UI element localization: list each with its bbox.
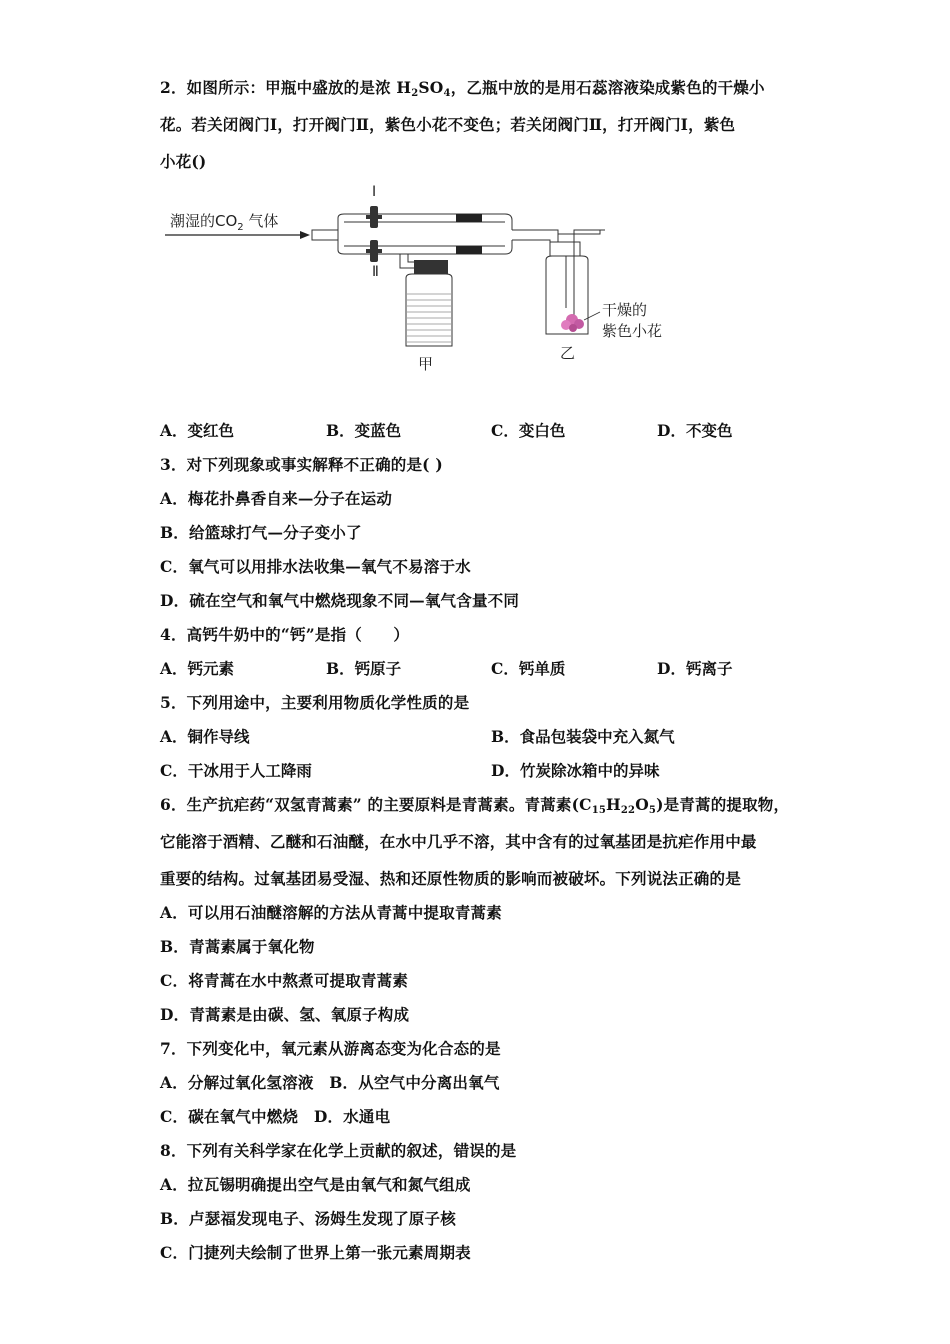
q6-stem-line1: 6．生产抗疟药“双氢青蒿素” 的主要原料是青蒿素。青蒿素$(C_{15}H_{22}O_5)$是青蒿的提取物， <box>160 795 790 816</box>
q8-stem: 8．下列有关科学家在化学上贡献的叙述，错误的是 <box>160 1141 517 1160</box>
q8-option-a: A．拉瓦锡明确提出空气是由氧气和氮气组成 <box>160 1175 471 1194</box>
q4-option-b: B．钙原子 <box>326 659 402 678</box>
arrow-head <box>300 231 310 239</box>
q2-option-c: C．变白色 <box>491 421 566 440</box>
q2-option-b: B．变蓝色 <box>326 421 402 440</box>
valve-1-label: Ⅰ <box>372 184 377 200</box>
valve-2-label: Ⅱ <box>372 264 379 280</box>
q5-option-d: D．竹炭除冰箱中的异味 <box>491 761 660 780</box>
q3-option-a: A．梅花扑鼻香自来—分子在运动 <box>160 489 393 508</box>
connector-lower <box>456 246 482 254</box>
q5-stem: 5．下列用途中，主要利用物质化学性质的是 <box>160 693 470 712</box>
q6-option-b: B．青蒿素属于氧化物 <box>160 937 315 956</box>
q3-option-d: D．硫在空气和氧气中燃烧现象不同—氧气含量不同 <box>160 591 520 610</box>
q7-options-cd: C．碳在氧气中燃烧 D．水通电 <box>160 1107 391 1126</box>
apparatus-diagram <box>160 178 680 378</box>
q2-stem-line1: 2．如图所示：甲瓶中盛放的是浓 $H_2SO_4$，乙瓶中放的是用石蕊溶液染成紫色的干燥小 <box>160 78 765 99</box>
q2-option-d: D．不变色 <box>657 421 733 440</box>
q4-option-c: C．钙单质 <box>491 659 566 678</box>
q7-stem: 7．下列变化中，氧元素从游离态变为化合态的是 <box>160 1039 501 1058</box>
gas-label: 潮湿的$CO_2$ 气体 <box>170 212 279 233</box>
q2-option-a: A．变红色 <box>160 421 235 440</box>
connector-upper <box>456 214 482 222</box>
q5-option-b: B．食品包装袋中充入氮气 <box>491 727 675 746</box>
bottle-yi-label: 乙 <box>560 344 576 362</box>
q6-option-a: A．可以用石油醚溶解的方法从青蒿中提取青蒿素 <box>160 903 502 922</box>
flower-label-1: 干燥的 <box>602 301 648 319</box>
q5-option-a: A．铜作导线 <box>160 727 250 746</box>
q3-stem: 3．对下列现象或事实解释不正确的是( ) <box>160 455 443 474</box>
stopper-yi <box>550 242 580 256</box>
q6-option-c: C．将青蒿在水中熬煮可提取青蒿素 <box>160 971 409 990</box>
q8-option-b: B．卢瑟福发现电子、汤姆生发现了原子核 <box>160 1209 456 1228</box>
q7-options-ab: A．分解过氧化氢溶液 B．从空气中分离出氧气 <box>160 1073 500 1092</box>
bottle-jia <box>406 274 452 346</box>
q3-option-b: B．给篮球打气—分子变小了 <box>160 523 362 542</box>
q4-option-d: D．钙离子 <box>657 659 733 678</box>
q6-stem-line3: 重要的结构。过氧基团易受湿、热和还原性物质的影响而被破坏。下列说法正确的是 <box>160 869 741 888</box>
q6-stem-line2: 它能溶于酒精、乙醚和石油醚，在水中几乎不溶，其中含有的过氧基团是抗疟作用中最 <box>160 832 757 851</box>
q4-option-a: A．钙元素 <box>160 659 235 678</box>
bottle-jia-label: 甲 <box>418 355 434 373</box>
q2-stem-line3: 小花() <box>160 152 207 171</box>
flower-label-2: 紫色小花 <box>602 322 663 340</box>
q5-option-c: C．干冰用于人工降雨 <box>160 761 312 780</box>
q8-option-c: C．门捷列夫绘制了世界上第一张元素周期表 <box>160 1243 471 1262</box>
stopper-jia <box>414 260 448 274</box>
q4-stem: 4．高钙牛奶中的“钙”是指（ ） <box>160 625 410 644</box>
q2-stem-line2: 花。若关闭阀门Ⅰ，打开阀门Ⅱ，紫色小花不变色；若关闭阀门Ⅱ，打开阀门Ⅰ，紫色 <box>160 115 736 134</box>
q6-option-d: D．青蒿素是由碳、氢、氧原子构成 <box>160 1005 410 1024</box>
lower-branch <box>338 240 512 254</box>
inlet-tube <box>312 230 338 240</box>
q3-option-c: C．氧气可以用排水法收集—氧气不易溶于水 <box>160 557 471 576</box>
